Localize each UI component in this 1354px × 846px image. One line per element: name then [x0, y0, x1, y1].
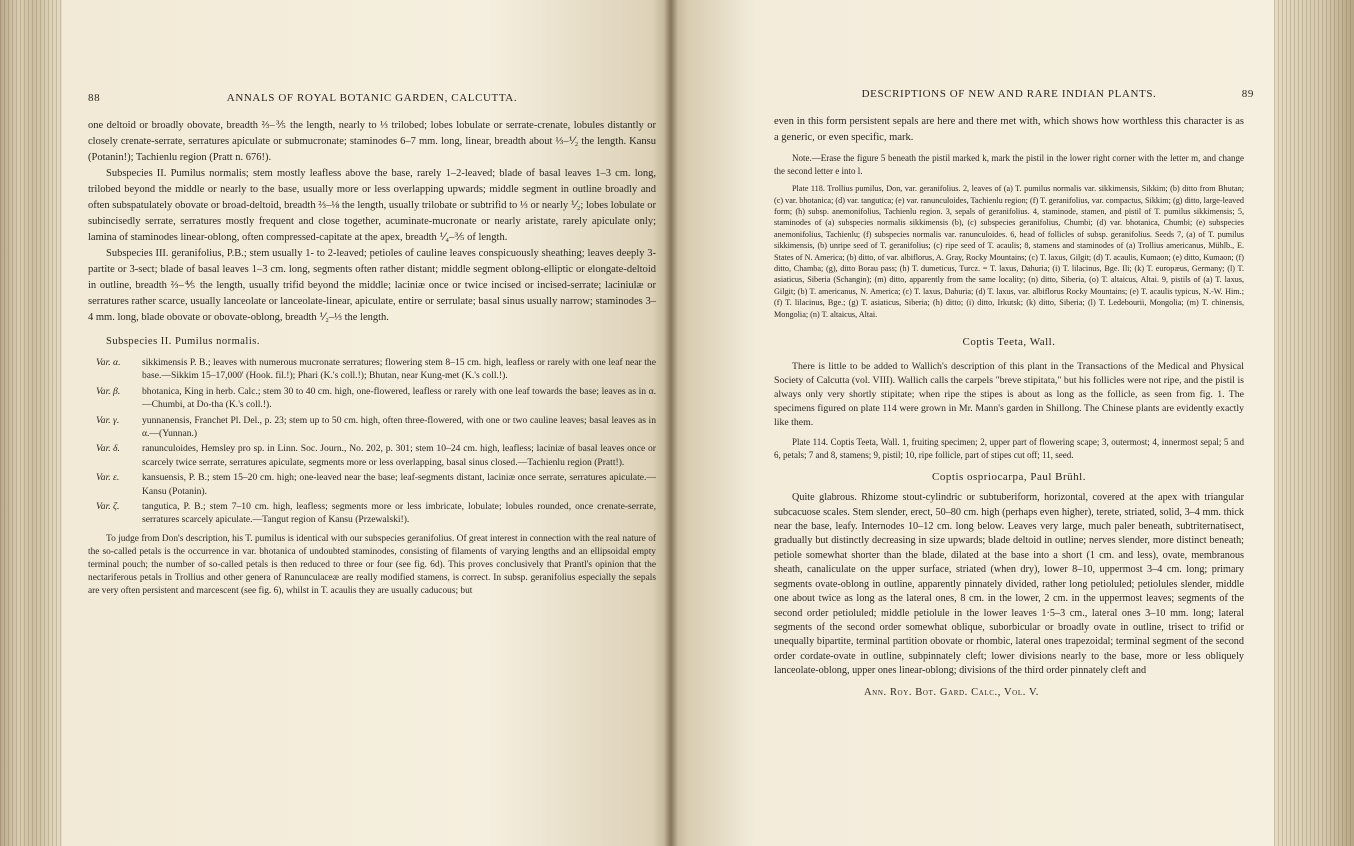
variety-label: Var. ε. — [96, 472, 120, 484]
variety-label: Var. β. — [96, 385, 121, 397]
left-page — [62, 0, 670, 846]
variety-text: bhotanica, King in herb. Calc.; stem 30 to 40 cm. high, one-flowered, leafless or rarely with one leaf towards the base; leaves as in α.—Chumbi, at Do-tha (K.'s coll.!). — [142, 385, 656, 411]
variety-label: Var. α. — [96, 357, 121, 368]
paragraph: There is little to be added to Wallich's description of this plant in the Transactions of the Medical and Physical Society of Calcutta (vol. VIII). Wallich calls the carpels "breve stipitata," but his follicles were not ripe, and the pistil is always only very shortly stipitate; when ripe the stipes is about as long as the follicle, as seen from fig. 1. The specimens figured on plate 114 were grown in Mr. Mann's garden in Shillong. The Chinese plants are evidently exactly like them. — [774, 361, 1244, 429]
running-title: ANNALS OF ROYAL BOTANIC GARDEN, CALCUTTA. — [226, 92, 518, 104]
paragraph: Subspecies II. Pumilus normalis; stem mostly leafless above the base, rarely 1–2-leaved; blade of basal leaves 1–3 cm. long, trilobed beyond the middle or nearly to the base, usually more or less overlapping upwards; middle segment in outline broadly and often subspatulately obovate or broad-deltoid, breadth ⅔–⅛ the length, usually trilobate or subtrifid to ⅓ or nearly ⅟₂; lobes lobulate or subincisedly serrate, serratures mostly frequent and close together, acuminate-mucronate or nearly aristate, rarely apiculate only; lamina of staminodes linear-oblong, often compressed-capitate at the apex, breadth ⅟₄–⅗ of length. — [88, 168, 656, 243]
variety-entry — [88, 442, 656, 469]
plate-caption: Plate 114. Coptis Teeta, Wall. 1, fruiting specimen; 2, upper part of flowering scape; 3, outermost; 4, innermost sepal; 5 and 6, petals; 7 and 8, stamens; 9, pistil; 10, ripe follicle, part of stipes cut off; 11, seed. — [774, 437, 1244, 460]
section-heading: Coptis Teeta, Wall. — [962, 336, 1056, 349]
variety-label: Var. γ. — [96, 414, 120, 426]
paragraph: Subspecies III. geranifolius, P.B.; stem usually 1- to 2-leaved; petioles of cauline leaves conspicuously sheathing; leaves deeply 3-partite or 3-sect; blade of basal leaves 1–3 cm. long, segments often rather distant; middle segment oblong-elliptic or elongate-deltoid in outline, breadth ⅔–⅘ the length, usually trifid beyond the middle; laciniæ once or twice incised or incised-serrate; laciniulæ or serratures rather scarce, usually lanceolate or lanceolate-linear, apiculate, entire or serrulate; basal sinus usually narrow; staminodes 3–4 mm. long, blade obovate or obovate-oblong, breadth ⅟₂–⅓ the length. — [88, 248, 656, 323]
variety-entry — [88, 471, 656, 498]
variety-text: sikkimensis P. B.; leaves with numerous mucronate serratures; flowering stem 8–15 cm. high, leafless or rarely with one leaf near the base.—Sikkim 15–17,000' (Hook. fil.!); Phari (K.'s coll.!); Bhutan, near Kung-met (K.'s coll.!). — [142, 357, 656, 382]
variety-text: tangutica, P. B.; stem 7–10 cm. high, leafless; segments more or less imbricate, lobulate; lobules rounded, once crenate-serrate, serratures scarcely apiculate.—Tangut region of Kansu (Przewalski!). — [142, 501, 656, 526]
paragraph: To judge from Don's description, his T. pumilus is identical with our subspecies geranifolius. Of great interest in connection with the real nature of the so-called petals is the occurrence in var. bhotanica of undoubted staminodes, consisting of filaments of varying lengths and an ellipsoidal empty terminal pouch; the number of so-called petals is then reduced to three or four (see fig. 6d). This proves conclusively that Prantl's opinion that the nectariferous petals in Trollius and other genera of Ranunculaceæ are really modified stamens, is correct. In subsp. geranifolius especially the sepals are very often persistent and marcescent (see fig. 6), whilst in T. acaulis they are usually caducous; but — [88, 533, 656, 596]
variety-text: yunnanensis, Franchet Pl. Del., p. 23; stem up to 50 cm. high, often three-flowered, with one or two cauline leaves; basal leaves as in α.—(Yunnan.) — [142, 414, 656, 440]
book-page-edges-right — [1274, 0, 1354, 846]
running-header — [774, 88, 1254, 106]
plate-caption: Plate 118. Trollius pumilus, Don, var. geranifolius. 2, leaves of (a) T. pumilus normalis var. sikkimensis, Sikkim; (b) ditto from Bhutan; (c) var. bhotanica; (d) var. tangutica; (e) var. ranunculoides, Tachienlu region; (f) T. geranifolius, var. compactus, Sikkim; (g) ditto, large-leaved form; (h) subsp. anemonifolius, Tachienlu region. 3, sepals of geranifolius. 4, staminode, stamen, and pistil of T. pumilus sikkimensis; 5, staminodes of (a) subspecies normalis sikkimensis (b), (c) subspecies geranifolius, Chumbi; (d) var. bhotanica, Chumbi; (e) subspecies anemonifolius, Tachienlu; (f) subspecies normalis var. ranunculoides. 6, head of follicles of subsp. geranifolius. Seeds 7, (a) of T. pumilus sikkimensis, (b) unripe seed of T. geranifolius; (c) ripe seed of T. acaulis; 8, stamens and staminodes of (a) Trollius americanus, Mühlb., E. States of N. America; (b) ditto, of var. albiflorus, A. Gray, Rocky Mountains; (c) T. laxus, Gilgit; (d) T. acaulis, Kumaon; (e) ditto, Kumaon; (f) ditto, Chamba; (g), ditto Borau pass; (h) T. dumeticus, Turcz. = T. laxus, Dahuria; (i) T. lilacinus, Bge. Ili; (k) T. europæus, Germany; (l) T. asiaticus, Siberia (Schangin); (m) ditto, apparently from the same locality; (n) ditto, Siberia, (o) T. altaicus, Altai. 9, pistils of (a) T. laxus, Gilgit; (b) T. americanus, N. America; (c) T. laxus, Dahuria; (d) T. laxus, var. albiflorus Rocky Mountains; (e) T. acaulis typicus, N.-W. Him.; (f) T. lilacinus, Bge.; (g) T. asiaticus, Siberia; (h) ditto; (i) ditto, Irkutsk; (k) ditto, Siberia; (l) T. Ledebourii, Mongolia; (m) T. chinensis, Mongolia; (n) T. altaicus, Altai. — [774, 184, 1244, 319]
book-gutter — [664, 0, 678, 846]
paragraph: even in this form persistent sepals are here and there met with, which shows how worthless this character is as a generic, or even specific, mark. — [774, 116, 1244, 143]
right-page — [670, 0, 1274, 846]
variety-entry — [88, 385, 656, 412]
variety-label: Var. δ. — [96, 443, 120, 455]
variety-text: ranunculoides, Hemsley pro sp. in Linn. Soc. Journ., No. 202, p. 301; stem 10–24 cm. high, leafless; laciniæ of basal leaves once or scarcely twice serrate, serratures apiculate, segments more or less overlapping, basal sinus closed.—Tachienlu region (Pratt!). — [142, 443, 656, 468]
variety-entry — [88, 356, 656, 383]
paragraph: Quite glabrous. Rhizome stout-cylindric or subtuberiform, horizontal, covered at the apex with triangular subcacuose scales. Stem slender, erect, 50–80 cm. high (perhaps even higher), terete, striated, solid, 3–4 mm. thick near the base, leafy. Internodes 10–12 cm. long below. Leaves very large, much paler beneath, subtriternatisect, gradually but distinctly decreasing in size upwards; blade deltoid in outline; nerves slender, more distinct beneath; petiole somewhat shorter than the blade, dilated at the base into a short (1 cm. and less), ovate, membranous sheath, canaliculate on the upper surface, striated (when dry), lower 8–10, uppermost 3–4 cm. long; primary segments ovate-oblong in outline, apparently pinnately divided, rather long petioluled; petiolules slender, middle one about twice as long as the lateral ones, 8 cm. in the lower, 2 cm. in the uppermost leaves; segments of the second order petioluled; middle petiolule in the lower leaves 1·5–3 cm., lateral ones 3–10 mm. long; lateral segments of the second order somewhat oblique, suborbicular or broadly ovate in outline, trisect to trifid or unequally bipartite, terminal partition obovate or rhombic, lateral ones trapezoidal; terminal segment of the second order cordate-ovate in outline, subpinnately cleft; lower divisions nearly to the base, more or less obliquely lanceolate-oblong, upper ones linear-oblong; divisions of the third order pinnately cleft and — [774, 492, 1244, 677]
section-heading: Coptis ospriocarpa, Paul Brühl. — [932, 471, 1086, 484]
book-page-edges-left — [0, 0, 62, 846]
paragraph: one deltoid or broadly obovate, breadth ⅔–⅗ the length, nearly to ⅓ trilobed; lobes lobulate or serrate-crenate, lobules distantly or closely crenate-serrate, serratures apiculate or submucronate; staminodes 6–7 mm. long, linear, breadth about ⅓–⅟₂ the length. Kansu (Potanin!); Tachienlu region (Pratt n. 676!). — [88, 120, 656, 163]
variety-label: Var. ζ. — [96, 501, 120, 513]
page-number: 89 — [1241, 88, 1254, 100]
variety-entry — [88, 500, 656, 527]
running-title: DESCRIPTIONS OF NEW AND RARE INDIAN PLANTS. — [861, 88, 1157, 100]
variety-list — [88, 356, 656, 527]
note: Note.—Erase the figure 5 beneath the pistil marked k, mark the pistil in the lower right corner with the letter m, and change the second letter e into l. — [774, 153, 1244, 176]
page-footer: Ann. Roy. Bot. Gard. Calc., Vol. V. — [864, 686, 1040, 698]
variety-entry — [88, 414, 656, 441]
page-number: 88 — [88, 92, 101, 104]
running-header — [88, 92, 656, 110]
section-heading: Subspecies II. Pumilus normalis. — [106, 336, 260, 347]
variety-text: kansuensis, P. B.; stem 15–20 cm. high; one-leaved near the base; leaf-segments distant, laciniæ once serrate, serratures apiculate.—Kansu (Potanin). — [142, 472, 656, 497]
